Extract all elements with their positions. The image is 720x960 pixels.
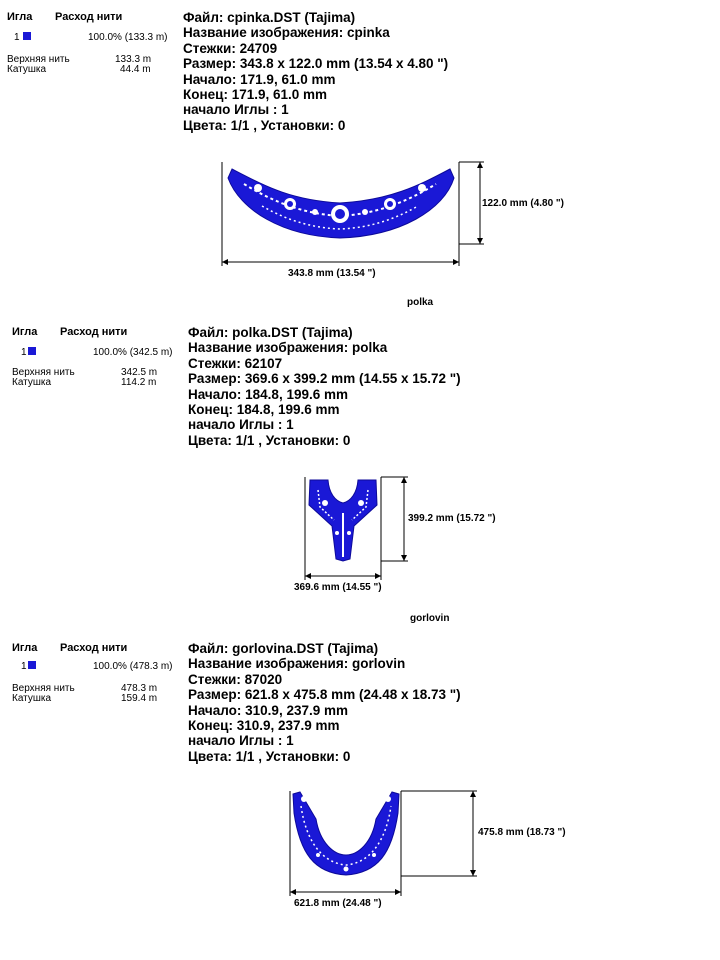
height-dimension: 122.0 mm (4.80 ") — [482, 198, 565, 209]
end-point: Конец: 184.8, 199.6 mm — [188, 402, 340, 418]
needle-column-header: Игла — [12, 326, 38, 338]
top-thread-label: Верхняя нить — [7, 54, 70, 65]
bobbin-value: 114.2 m — [121, 377, 157, 388]
design-block-gorlovin — [0, 631, 720, 960]
bobbin-value: 44.4 m — [120, 64, 151, 75]
stitch-count: Стежки: 24709 — [183, 40, 278, 56]
width-dimension: 343.8 mm (13.54 ") — [288, 268, 376, 279]
usage-percent: 100.0% (478.3 m) — [93, 661, 173, 672]
design-block-cpinka — [0, 0, 720, 300]
height-dimension: 475.8 mm (18.73 ") — [478, 827, 566, 838]
usage-column-header: Расход нити — [60, 642, 128, 654]
needle-start: начало Иглы : 1 — [188, 733, 294, 749]
start-point: Начало: 184.8, 199.6 mm — [188, 386, 348, 402]
bobbin-label: Катушка — [7, 64, 47, 75]
bobbin-value: 159.4 m — [121, 693, 158, 704]
needle-number: 1 — [21, 661, 27, 672]
colors-settings: Цвета: 1/1 , Установки: 0 — [183, 117, 346, 133]
bobbin-label: Катушка — [12, 377, 52, 388]
top-thread-label: Верхняя нить — [12, 367, 75, 378]
start-point: Начало: 171.9, 61.0 mm — [183, 71, 336, 87]
image-name: Название изображения: cpinka — [183, 25, 390, 41]
needle-number: 1 — [14, 32, 20, 43]
design-size: Размер: 621.8 x 475.8 mm (24.48 x 18.73 ") — [188, 687, 461, 703]
colors-settings: Цвета: 1/1 , Установки: 0 — [188, 432, 351, 448]
design-caption: polka — [407, 297, 434, 308]
image-name: Название изображения: gorlovin — [188, 656, 406, 672]
design-preview-cpinka — [0, 0, 720, 300]
embroidery-arc-collar-design-icon — [228, 169, 454, 238]
usage-percent: 100.0% (342.5 m) — [93, 347, 173, 358]
needle-column-header: Игла — [7, 11, 33, 23]
design-preview-polka — [0, 315, 720, 615]
needle-number: 1 — [21, 347, 27, 358]
embroidery-neckline-design-icon — [293, 792, 399, 875]
design-preview-gorlovin — [0, 631, 720, 960]
file-name: Файл: cpinka.DST (Tajima) — [183, 10, 356, 25]
stitch-count: Стежки: 87020 — [188, 671, 283, 687]
needle-start: начало Иглы : 1 — [183, 102, 289, 118]
stitch-count: Стежки: 62107 — [188, 355, 283, 371]
embroidery-shirt-front-design-icon — [309, 480, 377, 561]
top-thread-value: 133.3 m — [115, 54, 152, 65]
design-block-polka — [0, 315, 720, 615]
colors-settings: Цвета: 1/1 , Установки: 0 — [188, 748, 351, 764]
image-name: Название изображения: polka — [188, 340, 388, 356]
end-point: Конец: 171.9, 61.0 mm — [183, 87, 328, 103]
design-size: Размер: 369.6 x 399.2 mm (14.55 x 15.72 ") — [188, 371, 461, 387]
needle-column-header: Игла — [12, 642, 38, 654]
start-point: Начало: 310.9, 237.9 mm — [188, 702, 348, 718]
top-thread-value: 478.3 m — [121, 683, 158, 694]
width-dimension: 369.6 mm (14.55 ") — [294, 582, 382, 593]
end-point: Конец: 310.9, 237.9 mm — [188, 718, 340, 734]
height-dimension: 399.2 mm (15.72 ") — [408, 513, 496, 524]
top-thread-value: 342.5 m — [121, 367, 158, 378]
design-caption: gorlovin — [410, 613, 450, 624]
file-name: Файл: polka.DST (Tajima) — [188, 325, 353, 340]
usage-column-header: Расход нити — [60, 326, 128, 338]
bobbin-label: Катушка — [12, 693, 52, 704]
needle-start: начало Иглы : 1 — [188, 417, 294, 433]
usage-column-header: Расход нити — [55, 11, 123, 23]
design-size: Размер: 343.8 x 122.0 mm (13.54 x 4.80 ") — [183, 56, 449, 72]
top-thread-label: Верхняя нить — [12, 683, 75, 694]
usage-percent: 100.0% (133.3 m) — [88, 32, 168, 43]
file-name: Файл: gorlovina.DST (Tajima) — [188, 641, 379, 656]
width-dimension: 621.8 mm (24.48 ") — [294, 898, 382, 909]
